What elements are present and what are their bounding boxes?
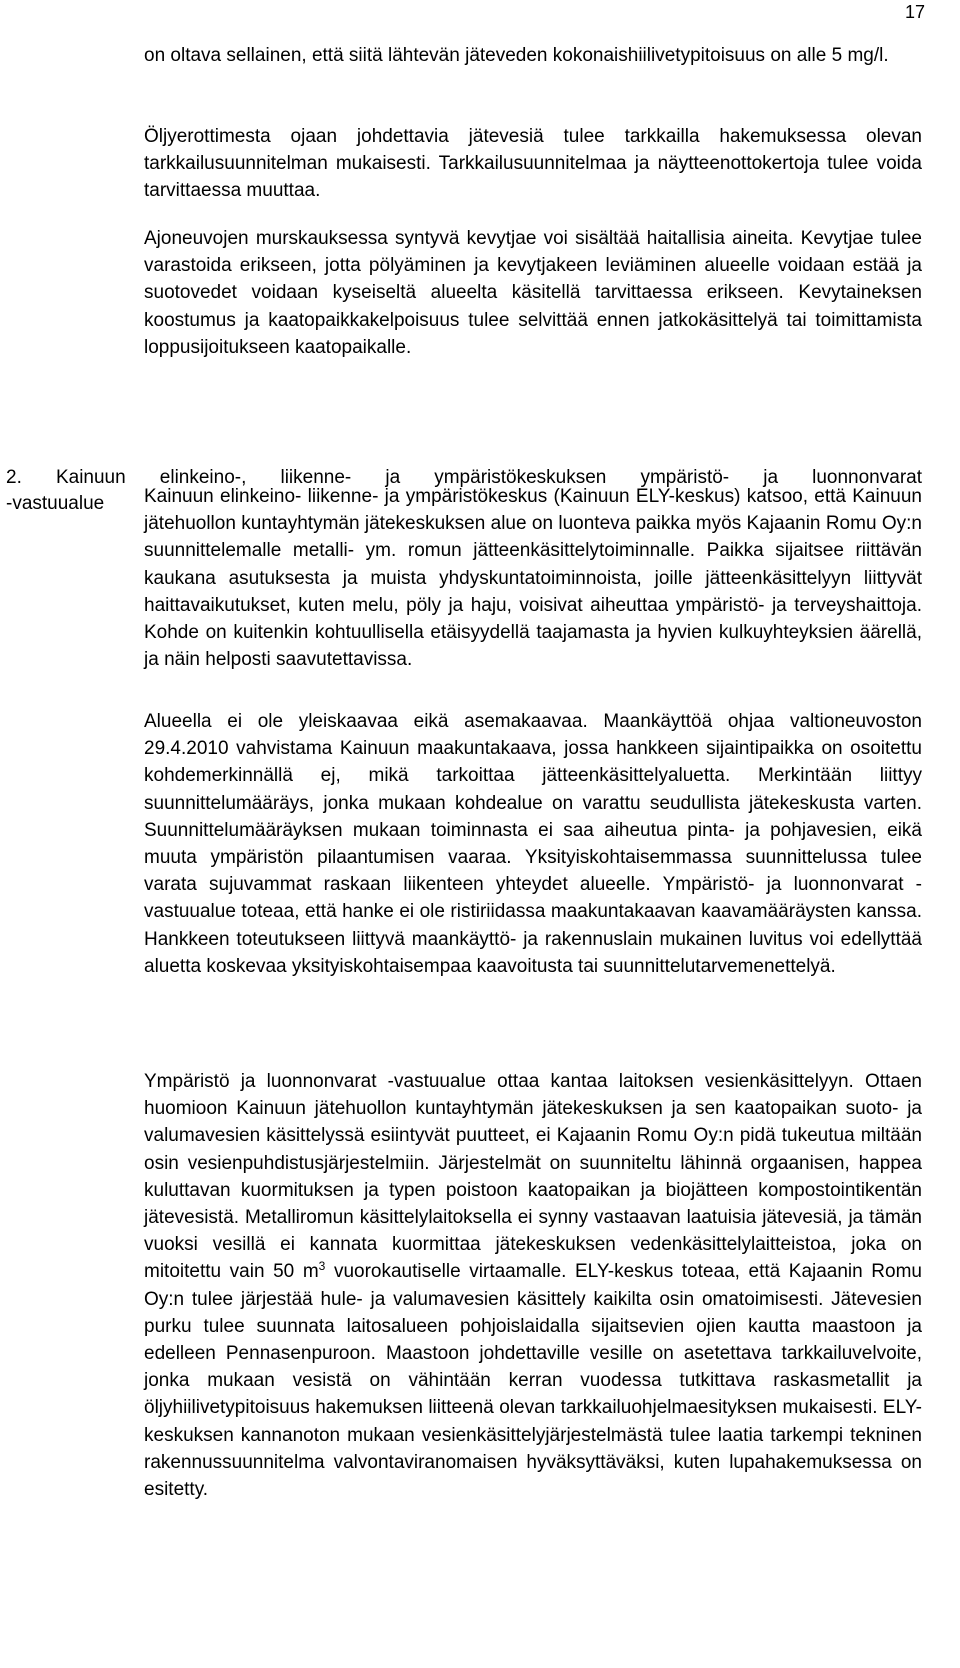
section-heading-line2: -vastuualue xyxy=(6,493,105,514)
paragraph-water-treatment xyxy=(144,1068,922,1503)
paragraph-ely-statement: Kainuun elinkeino- liikenne- ja ympäristökeskus (Kainuun ELY-keskus) katsoo, että Kainuun jätehuollon kuntayhtymän jätekeskuksen alue on luonteva paikka myös Kajaanin Romu Oy:n suunnittelemalle metalli- ym. romun jätteenkäsittelytoiminnalle. Paikka sijaitsee riittävän kaukana asutuksesta ja muista yhdyskuntatoiminnoista, joille jätteenkäsittelyyn liittyvät haittavaikutukset, kuten melu, pöly ja haju, voisivat aiheuttaa ympäristö- ja terveyshaittoja. Kohde on kuitenkin kohtuullisella etäisyydellä taajamasta ja hyvien kulkuyhteyksien äärellä, ja näin helposti saavutettavissa. xyxy=(144,486,922,671)
section-word: ympäristö- xyxy=(640,467,730,488)
paragraph-oil-separator: Öljyerottimesta ojaan johdettavia jätevesiä tulee tarkkailla hakemuksessa olevan tarkkailusuunnitelman mukaisesti. Tarkkailusuunnitelmaa ja näytteenottokertoja tulee voida tarvittaessa muuttaa. xyxy=(144,126,922,202)
paragraph-light-fraction: Ajoneuvojen murskauksessa syntyvä kevytjae voi sisältää haitallisia aineita. Kevytjae tulee varastoida erikseen, jotta pölyäminen ja kevytjakeen leviäminen alueelle voidaan estää ja suotovedet voidaan kyseiseltä alueelta käsitellä tarvittaessa erikseen. Kevytaineksen koostumus ja kaatopaikkakelpoisuus tulee selvittää ennen jatkokäsittelyä tai toimittamista loppusijoitukseen kaatopaikalle. xyxy=(144,228,922,358)
section-word: Kainuun xyxy=(55,467,126,488)
section-word: ja xyxy=(385,467,401,488)
water-treatment-text-1: Ympäristö ja luonnonvarat -vastuualue ottaa kantaa laitoksen vesienkäsittelyyn. Ottaen huomioon Kainuun jätehuollon kuntayhtymän jätekeskuksen ja sen kaatopaikan suoto- ja valumavesien käsittelyssä esiintyvät puutteet, ei Kajaanin Romu Oy:n pidä tukeutua miltään osin vesienpuhdistusjärjestelmiin. Järjestelmät on suunniteltu lähinnä orgaanisen, happea kuluttavan kuormituksen ja typen poistoon kaatopaikan ja biojätteen kompostointikentän jätevesistä. Metalliromun käsittelylaitoksella ei synny vastaavan laatuisia jätevesiä, ja tämän vuoksi vesillä ei kannata kuormittaa jätekeskuksen vedenkäsittelylaitteistoa, joka on mitoitettu vain 50 m xyxy=(144,1071,922,1283)
superscript-3: 3 xyxy=(318,1259,326,1274)
water-treatment-text-2: vuorokautiselle virtaamalle. ELY-keskus toteaa, että Kajaanin Romu Oy:n tulee järjestää hule- ja valumavesien käsittely kaikilta osin omatoimisesti. Jätevesien purku tulee suunnata laitosalueen pohjoislaidalla sijaitsevien ojien kautta maastoon ja edelleen Pennasenpuroon. Maastoon johdettaville vesille on asetettava tarkkailuvelvoite, jonka mukaan vesistä on vähintään kerran vuodessa tutkittava raskasmetallit ja öljyhiilivetypitoisuus hakemuksen liitteenä olevan tarkkailuohjelmaesityksen mukaisesti. ELY-keskuksen kannanoton mukaan vesienkäsittelyjärjestelmästä tulee laatia tarkempi tekninen rakennussuunnitelma valvontaviranomaisen hyväksyttäväksi, kuten lupahakemuksessa on esitetty. xyxy=(144,1261,922,1501)
paragraph-zoning: Alueella ei ole yleiskaavaa eikä asemakaavaa. Maankäyttöä ohjaa valtioneuvoston 29.4.2010 vahvistama Kainuun maakuntakaava, jossa hankkeen sijaintipaikka on osoitettu kohdemerkinnällä ej, mikä tarkoittaa jätteenkäsittelyaluetta. Merkintään liittyy suunnittelumääräys, jonka mukaan kohdealue on varattu seudullista jätekeskusta varten. Suunnittelumääräyksen mukaan toiminnasta ei saa aiheutua pinta- ja pohjavesien, eikä muuta ympäristön pilaantumisen vaaraa. Yksityiskohtaisemmassa suunnittelussa tulee varata sujuvammat raskaan liikenteen yhteydet alueelle. Ympäristö- ja luonnonvarat -vastuualue toteaa, että hanke ei ole ristiriidassa maakuntakaavan kaavamääräysten kanssa. Hankkeen toteutukseen liittyvä maankäyttö- ja rakennuslain mukainen luvitus voi edellyttää aluetta koskevaa yksityiskohtaisempaa kaavoitusta tai suunnittelutarvemenettelyä. xyxy=(144,711,922,977)
section-word: elinkeino-, xyxy=(159,467,247,488)
section-word: luonnonvarat xyxy=(812,467,922,488)
section-word: liikenne- xyxy=(280,467,352,488)
page-number: 17 xyxy=(904,2,925,22)
section-word: ympäristökeskuksen xyxy=(434,467,607,488)
section-word: ja xyxy=(763,467,779,488)
section-number: 2. xyxy=(6,467,22,488)
paragraph-effluent-limit: on oltava sellainen, että siitä lähtevän jäteveden kokonaishiilivetypitoisuus on alle 5 mg/l. xyxy=(144,45,889,66)
